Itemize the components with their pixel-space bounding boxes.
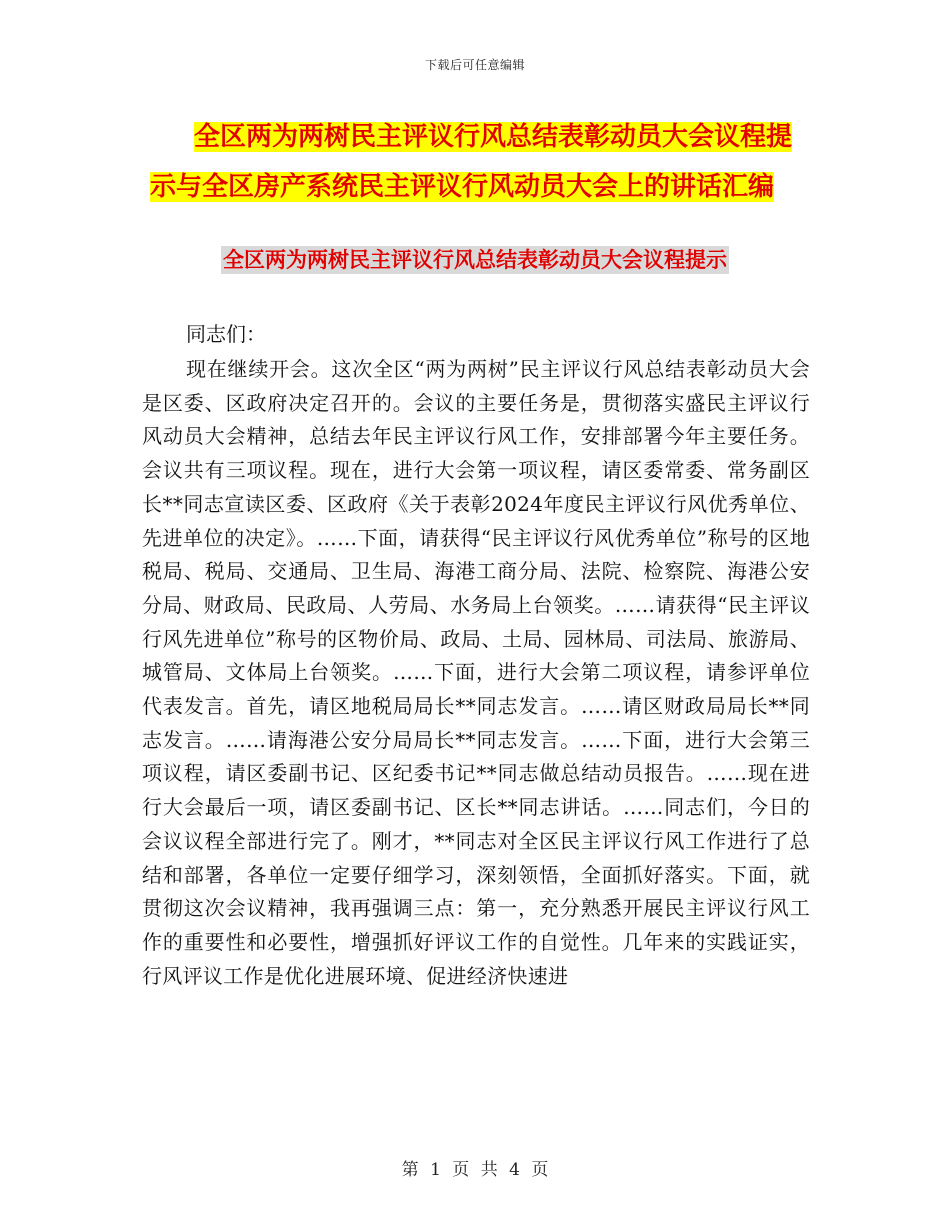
section-title-text: 全区两为两树民主评议行风总结表彰动员大会议程提示 [223,248,727,272]
body-paragraph: 现在继续开会。这次全区“两为两树”民主评议行风总结表彰动员大会是区委、区政府决定召开的。会议的主要任务是，贯彻落实盛民主评议行风动员大会精神，总结去年民主评议行风工作，安排部署今年主要任务。会议共有三项议程。现在，进行大会第一项议程，请区委常委、常务副区长**同志宣读区委、区政府《关于表彰2024年度民主评议行风优秀单位、先进单位的决定》。……下面，请获得“民主评议行风优秀单位”称号的区地税局、税局、交通局、卫生局、海港工商分局、法院、检察院、海港公安分局、财政局、民政局、人劳局、水务局上台领奖。……请获得“民主评议行风先进单位”称号的区物价局、政局、土局、园林局、司法局、旅游局、城管局、文体局上台领奖。……下面，进行大会第二项议程，请参评单位代表发言。首先，请区地税局局长**同志发言。……请区财政局局长**同志发言。……请海港公安分局局长**同志发言。……下面，进行大会第三项议程，请区委副书记、区纪委书记**同志做总结动员报告。……现在进行大会最后一项，请区委副书记、区长**同志讲话。……同志们，今日的会议议程全部进行完了。刚才，**同志对全区民主评议行风工作进行了总结和部署，各单位一定要仔细学习，深刻领悟，全面抓好落实。下面，就贯彻这次会议精神，我再强调三点：第一，充分熟悉开展民主评议行风工作的重要性和必要性，增强抓好评议工作的自觉性。几年来的实践证实，行风评议工作是优化进展环境、促进经济快速进 [142,357,810,988]
main-title-line-2 [150,162,820,212]
main-title-line-1 [150,112,820,162]
page-footer: 第 1 页 共 4 页 [401,1160,549,1180]
main-title-line-2-text: 示与全区房产系统民主评议行风动员大会上的讲话汇编 [150,172,775,202]
greeting: 同志们： [186,322,266,346]
main-title [150,112,820,212]
main-title-line-1-text: 全区两为两树民主评议行风总结表彰动员大会议程提 [194,122,793,152]
header-note: 下载后可任意编辑 [424,58,525,72]
section-title [0,244,950,274]
